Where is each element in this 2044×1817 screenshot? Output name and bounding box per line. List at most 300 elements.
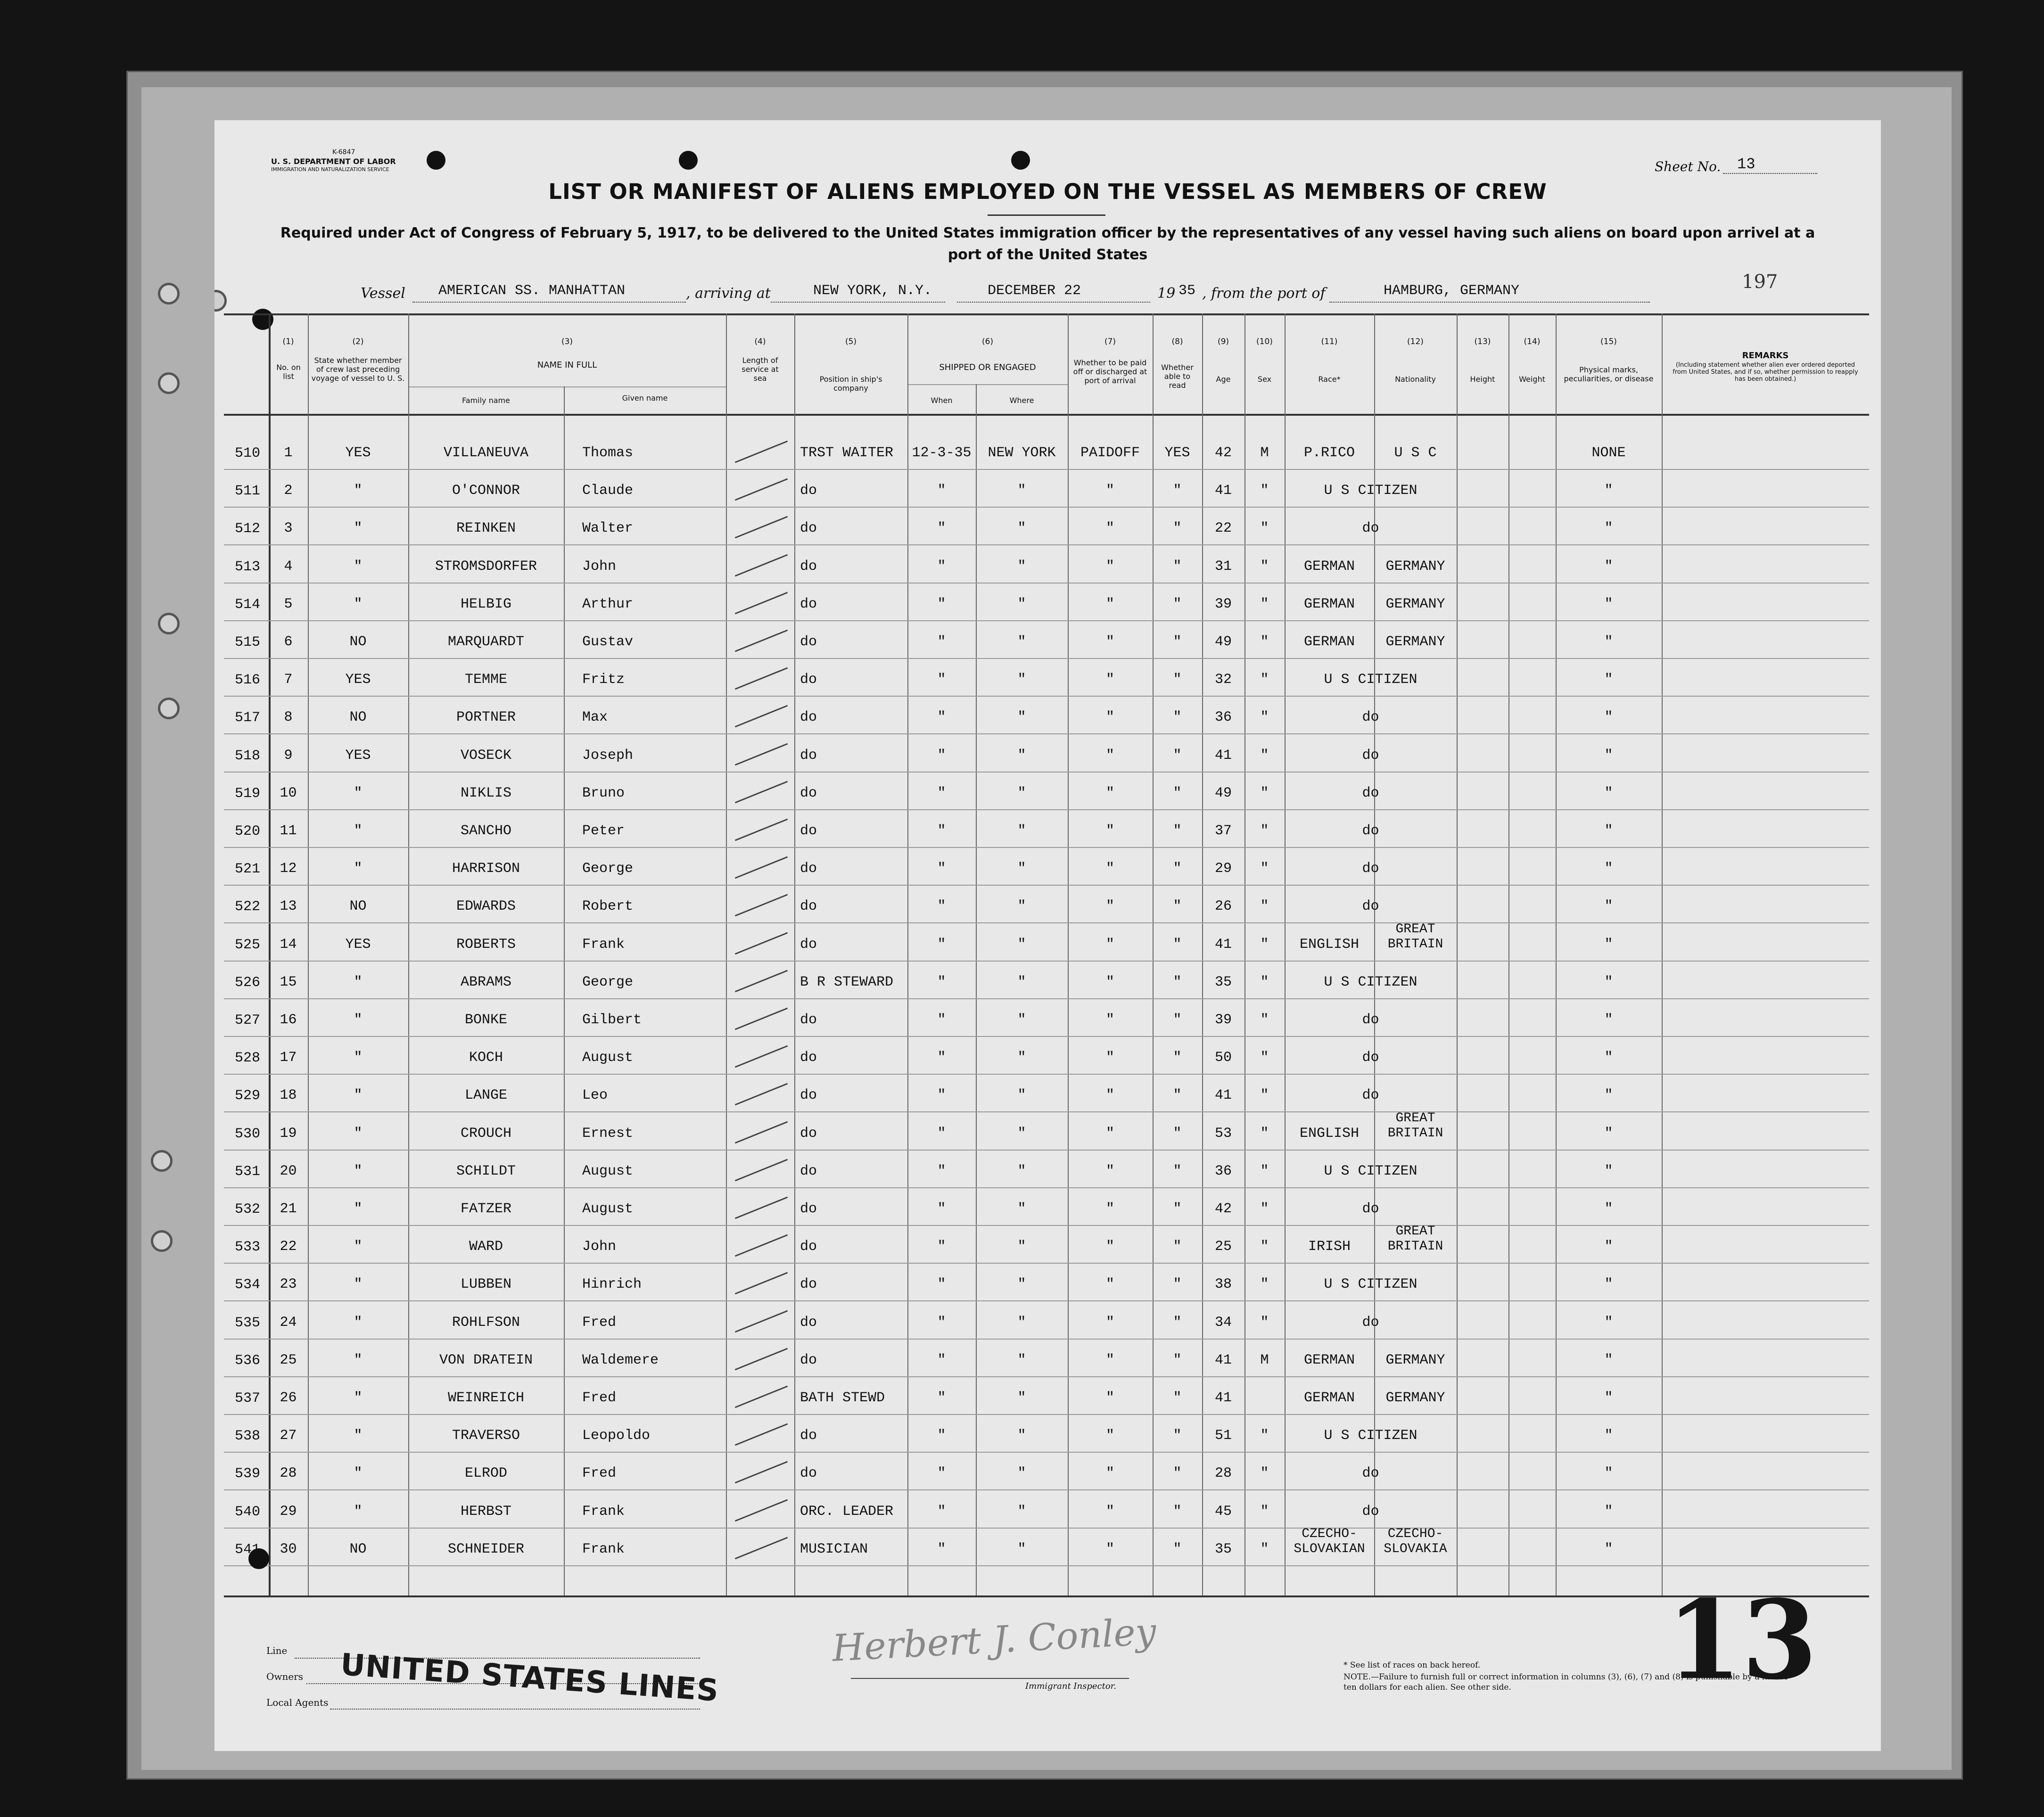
cell-position: do [800, 1352, 817, 1368]
cell-nat: GREAT BRITAIN [1387, 921, 1443, 952]
cell-paid: " [1105, 936, 1114, 953]
cell-where: " [1017, 634, 1026, 650]
service-slash-mark [735, 970, 788, 992]
cell-where: " [1017, 747, 1026, 764]
sheet-number: 13 [1737, 156, 1756, 173]
header-height: Height [1470, 375, 1495, 384]
cell-race-nationality: do [1362, 1465, 1379, 1482]
cell-race-nationality: do [1362, 898, 1379, 915]
row-serial-number: 538 [235, 1428, 261, 1445]
service-slash-mark [735, 1461, 788, 1484]
cell-age: 34 [1214, 1314, 1232, 1331]
cell-race-nationality: do [1362, 1503, 1379, 1520]
col-number: (1) [282, 337, 294, 346]
cell-age: 45 [1214, 1503, 1232, 1520]
cell-position: do [800, 1314, 817, 1331]
cell-paid: " [1105, 1428, 1114, 1444]
cell-race-nationality: do [1362, 747, 1379, 764]
cell-sex: " [1260, 1314, 1269, 1331]
cell-read: " [1173, 1163, 1182, 1179]
cell-sex: " [1260, 672, 1269, 688]
row-serial-number: 528 [235, 1050, 261, 1067]
cell-read: " [1173, 1352, 1182, 1368]
cell-where: " [1017, 1012, 1026, 1028]
cell-race-nationality: do [1362, 1050, 1379, 1066]
row-rule [224, 544, 1869, 545]
cell-age: 41 [1214, 1352, 1232, 1368]
cell-no: 3 [284, 520, 293, 537]
row-rule [224, 733, 1869, 734]
cell-given: Leopoldo [582, 1428, 651, 1444]
cell-sex: " [1260, 785, 1269, 801]
cell-age: 41 [1214, 936, 1232, 953]
cell-when: " [937, 1050, 946, 1066]
cell-prev: " [354, 1163, 363, 1179]
cell-position: do [800, 520, 817, 537]
big-sheet-number: 13 [1666, 1577, 1818, 1704]
cell-race-nationality: do [1362, 1314, 1379, 1331]
cell-paid: " [1105, 861, 1114, 877]
row-rule [224, 658, 1869, 659]
cell-nat: U S C [1394, 445, 1437, 461]
cell-where: " [1017, 1087, 1026, 1104]
cell-nat: GREAT BRITAIN [1387, 1110, 1443, 1141]
cell-when: " [937, 1276, 946, 1293]
cell-nat: GERMANY [1385, 558, 1445, 575]
header-no-on-list: No. on list [276, 363, 301, 381]
cell-race-nationality: do [1362, 785, 1379, 801]
service-slash-mark [735, 932, 788, 954]
cell-no: 25 [280, 1352, 297, 1368]
row-serial-number: 529 [235, 1088, 261, 1104]
col-rule [794, 313, 795, 1595]
department-name: U. S. DEPARTMENT OF LABOR [271, 157, 396, 166]
cell-read: " [1173, 1201, 1182, 1217]
col-number: (9) [1217, 337, 1229, 346]
header-name-in-full: NAME IN FULL [537, 360, 597, 370]
inspector-label: Immigrant Inspector. [1025, 1681, 1117, 1691]
cell-sex: " [1260, 1503, 1269, 1520]
row-serial-number: 537 [235, 1390, 261, 1406]
col-rule [1508, 313, 1509, 1595]
port-fill-line [1329, 302, 1650, 303]
cell-family: VON DRATEIN [439, 1352, 533, 1368]
stamp-united-states-lines: UNITED STATES LINES [339, 1647, 720, 1709]
cell-read: " [1173, 1314, 1182, 1331]
header-shipped-engaged: SHIPPED OR ENGAGED [939, 362, 1036, 372]
cell-age: 36 [1214, 1163, 1232, 1179]
cell-physical: " [1604, 747, 1613, 764]
cell-no: 10 [280, 785, 297, 801]
cell-race-nationality: do [1362, 709, 1379, 726]
cell-when: " [937, 1012, 946, 1028]
header-position: Position in ship's company [819, 375, 882, 393]
cell-race: ENGLISH [1299, 1125, 1360, 1142]
cell-family: PORTNER [456, 709, 516, 726]
header-weight: Weight [1519, 375, 1545, 384]
cell-physical: " [1604, 1125, 1613, 1142]
cell-where: " [1017, 1352, 1026, 1368]
cell-race-nationality: U S CITIZEN [1324, 1163, 1418, 1179]
punch-hole [158, 283, 180, 304]
cell-given: Fritz [582, 672, 625, 688]
cell-given: Max [582, 709, 608, 726]
cell-position: do [800, 709, 817, 726]
service-slash-mark [735, 554, 788, 576]
cell-read: " [1173, 1428, 1182, 1444]
cell-race-nationality: U S CITIZEN [1324, 672, 1418, 688]
cell-family: SCHILDT [456, 1163, 516, 1179]
cell-paid: " [1105, 483, 1114, 499]
service-slash-mark [735, 1423, 788, 1446]
form-number: K-6847 [332, 148, 355, 156]
cell-where: " [1017, 483, 1026, 499]
cell-physical: " [1604, 1163, 1613, 1179]
cell-paid: " [1105, 709, 1114, 726]
cell-no: 13 [280, 898, 297, 915]
row-serial-number: 511 [235, 483, 261, 500]
cell-family: NIKLIS [460, 785, 512, 801]
cell-read: " [1173, 1390, 1182, 1406]
cell-prev: " [354, 974, 363, 990]
cell-race: IRISH [1308, 1239, 1351, 1255]
date-fill-line [957, 302, 1150, 303]
cell-position: do [800, 596, 817, 612]
cell-where: " [1017, 596, 1026, 612]
cell-given: Fred [582, 1465, 617, 1482]
cell-physical: " [1604, 1012, 1613, 1028]
cell-prev: " [354, 596, 363, 612]
service-slash-mark [735, 1499, 788, 1521]
row-serial-number: 520 [235, 823, 261, 839]
col-number: (14) [1524, 337, 1541, 346]
cell-paid: " [1105, 1276, 1114, 1293]
cell-read: " [1173, 898, 1182, 915]
cell-no: 20 [280, 1163, 297, 1179]
header-length-service: Length of service at sea [742, 356, 779, 383]
cell-where: " [1017, 1503, 1026, 1520]
cell-when: " [937, 898, 946, 915]
cell-paid: " [1105, 558, 1114, 575]
cell-nat: CZECHO- SLOVAKIA [1384, 1526, 1447, 1556]
cell-position: do [800, 483, 817, 499]
col-number: (12) [1407, 337, 1424, 346]
cell-given: Hinrich [582, 1276, 642, 1293]
cell-no: 28 [280, 1465, 297, 1482]
cell-family: MARQUARDT [447, 634, 525, 650]
cell-age: 26 [1214, 898, 1232, 915]
cell-no: 18 [280, 1087, 297, 1104]
cell-prev: " [354, 1465, 363, 1482]
cell-where: " [1017, 1276, 1026, 1293]
cell-where: " [1017, 1390, 1026, 1406]
cell-physical: " [1604, 672, 1613, 688]
cell-no: 15 [280, 974, 297, 990]
header-remarks: REMARKS [1742, 351, 1789, 361]
cell-prev: " [354, 1239, 363, 1255]
cell-where: " [1017, 785, 1026, 801]
service-slash-mark [735, 819, 788, 841]
header-family-name: Family name [462, 396, 510, 405]
cell-when: " [937, 785, 946, 801]
cell-family: SCHNEIDER [447, 1541, 525, 1557]
row-rule [224, 1300, 1869, 1301]
service-slash-mark [735, 1234, 788, 1257]
cell-sex: " [1260, 1201, 1269, 1217]
year-suffix: 35 [1179, 283, 1196, 299]
cell-sex: " [1260, 1087, 1269, 1104]
cell-physical: " [1604, 1050, 1613, 1066]
header-when: When [931, 396, 953, 405]
cell-given: Frank [582, 1541, 625, 1557]
cell-paid: " [1105, 1125, 1114, 1142]
cell-paid: " [1105, 1314, 1114, 1331]
sheet-label: Sheet No. [1655, 159, 1721, 174]
cell-physical: " [1604, 1541, 1613, 1557]
cell-when: " [937, 1125, 946, 1142]
service-name: IMMIGRATION AND NATURALIZATION SERVICE [271, 166, 389, 173]
cell-family: ROBERTS [456, 936, 516, 953]
cell-physical: " [1604, 520, 1613, 537]
cell-position: do [800, 936, 817, 953]
cell-family: KOCH [469, 1050, 503, 1066]
cell-paid: " [1105, 634, 1114, 650]
cell-read: " [1173, 596, 1182, 612]
cell-prev: " [354, 558, 363, 575]
penalty-note: NOTE.—Failure to furnish full or correct information in columns (3), (6), (7) and (8) is punishable by a fine of ten dollars for each alien. See other side. [1343, 1672, 1788, 1692]
header-age: Age [1216, 375, 1231, 384]
vessel-fill-line [412, 302, 686, 303]
cell-given: Robert [582, 898, 634, 915]
cell-given: Leo [582, 1087, 608, 1104]
row-rule [224, 620, 1869, 621]
cell-family: BONKE [464, 1012, 507, 1028]
cell-age: 25 [1214, 1239, 1232, 1255]
cell-prev: NO [349, 709, 367, 726]
vessel-label: Vessel [361, 285, 405, 302]
service-slash-mark [735, 1310, 788, 1332]
cell-read: " [1173, 634, 1182, 650]
cell-position: do [800, 1239, 817, 1255]
cell-no: 5 [284, 596, 293, 612]
service-slash-mark [735, 1045, 788, 1068]
cell-position: do [800, 1201, 817, 1217]
cell-no: 26 [280, 1390, 297, 1406]
cell-where: " [1017, 1465, 1026, 1482]
cell-read: " [1173, 936, 1182, 953]
cell-paid: " [1105, 898, 1114, 915]
cell-race-nationality: do [1362, 1012, 1379, 1028]
col-number: (11) [1321, 337, 1338, 346]
cell-position: do [800, 1050, 817, 1066]
cell-race: P.RICO [1303, 445, 1355, 461]
cell-where: " [1017, 1314, 1026, 1331]
cell-sex: " [1260, 1012, 1269, 1028]
cell-when: " [937, 483, 946, 499]
cell-prev: " [354, 1050, 363, 1066]
cell-nat: GERMANY [1385, 1390, 1445, 1406]
cell-family: VILLANEUVA [443, 445, 529, 461]
row-rule [224, 885, 1869, 886]
service-slash-mark [735, 1272, 788, 1295]
cell-when: " [937, 747, 946, 764]
cell-race: GERMAN [1303, 1352, 1355, 1368]
service-slash-mark [735, 1348, 788, 1370]
cell-physical: NONE [1591, 445, 1626, 461]
cell-where: " [1017, 1050, 1026, 1066]
pin-mark [1011, 151, 1030, 170]
cell-when: " [937, 936, 946, 953]
cell-position: do [800, 1087, 817, 1104]
name-group-rule [408, 386, 726, 387]
row-rule [224, 507, 1869, 508]
cell-read: " [1173, 1541, 1182, 1557]
cell-when: 12-3-35 [912, 445, 972, 461]
cell-no: 14 [280, 936, 297, 953]
cell-family: LUBBEN [460, 1276, 512, 1293]
cell-given: Walter [582, 520, 634, 537]
cell-read: " [1173, 1087, 1182, 1104]
year-prefix: 19 [1157, 285, 1176, 302]
cell-physical: " [1604, 823, 1613, 839]
cell-when: " [937, 1239, 946, 1255]
cell-where: " [1017, 1541, 1026, 1557]
row-rule [224, 1565, 1869, 1566]
cell-where: " [1017, 936, 1026, 953]
table-bottom-rule [224, 1595, 1869, 1597]
row-serial-number: 521 [235, 861, 261, 878]
cell-sex: " [1260, 747, 1269, 764]
row-serial-number: 527 [235, 1012, 261, 1028]
row-rule [224, 1452, 1869, 1453]
cell-age: 49 [1214, 785, 1232, 801]
cell-race-nationality: U S CITIZEN [1324, 1428, 1418, 1444]
cell-no: 6 [284, 634, 293, 650]
row-rule [224, 1036, 1869, 1037]
cell-where: NEW YORK [988, 445, 1056, 461]
cell-sex: " [1260, 596, 1269, 612]
row-serial-number: 517 [235, 710, 261, 726]
cell-paid: " [1105, 1087, 1114, 1104]
pin-mark [427, 151, 445, 170]
cell-paid: " [1105, 1503, 1114, 1520]
cell-no: 4 [284, 558, 293, 575]
cell-prev: NO [349, 898, 367, 915]
cell-nat: GREAT BRITAIN [1387, 1224, 1443, 1254]
cell-when: " [937, 596, 946, 612]
cell-when: " [937, 1314, 946, 1331]
header-physical: Physical marks, peculiarities, or disease [1564, 365, 1654, 383]
cell-where: " [1017, 823, 1026, 839]
cell-age: 35 [1214, 974, 1232, 990]
row-serial-number: 532 [235, 1201, 261, 1217]
service-slash-mark [735, 894, 788, 917]
cell-position: do [800, 785, 817, 801]
cell-paid: " [1105, 1201, 1114, 1217]
arrival-fill-line [771, 302, 945, 303]
col-number: (4) [754, 337, 766, 346]
port-label: , from the port of [1202, 285, 1326, 302]
cell-race-nationality: do [1362, 1087, 1379, 1104]
row-rule [224, 809, 1869, 810]
cell-read: " [1173, 672, 1182, 688]
cell-position: do [800, 1465, 817, 1482]
cell-prev: " [354, 1428, 363, 1444]
cell-prev: " [354, 1125, 363, 1142]
cell-physical: " [1604, 634, 1613, 650]
cell-race-nationality: do [1362, 520, 1379, 537]
cell-age: 22 [1214, 520, 1232, 537]
cell-age: 38 [1214, 1276, 1232, 1293]
cell-no: 11 [280, 823, 297, 839]
cell-sex: " [1260, 558, 1269, 575]
cell-physical: " [1604, 1390, 1613, 1406]
cell-given: Ernest [582, 1125, 634, 1142]
cell-read: " [1173, 1503, 1182, 1520]
col-number: (3) [561, 337, 573, 346]
arriving-label: , arriving at [686, 285, 771, 302]
cell-family: HELBIG [460, 596, 512, 612]
cell-prev: " [354, 1276, 363, 1293]
cell-sex: " [1260, 1163, 1269, 1179]
cell-where: " [1017, 672, 1026, 688]
cell-position: do [800, 1012, 817, 1028]
row-serial-number: 519 [235, 785, 261, 802]
row-serial-number: 534 [235, 1277, 261, 1293]
header-sex: Sex [1257, 375, 1272, 384]
arrival-port: NEW YORK, N.Y. [813, 283, 932, 299]
cell-when: " [937, 520, 946, 537]
agents-label: Local Agents [266, 1697, 329, 1708]
cell-prev: " [354, 785, 363, 801]
cell-age: 36 [1214, 709, 1232, 726]
service-slash-mark [735, 1197, 788, 1219]
shipped-group-rule [907, 384, 1068, 385]
cell-family: CROUCH [460, 1125, 512, 1142]
row-serial-number: 540 [235, 1504, 261, 1520]
cell-race: ENGLISH [1299, 936, 1360, 953]
col-rule [1662, 313, 1663, 1595]
cell-family: VOSECK [460, 747, 512, 764]
cell-when: " [937, 861, 946, 877]
cell-family: ABRAMS [460, 974, 512, 990]
row-rule [224, 922, 1869, 923]
cell-family: WARD [469, 1239, 503, 1255]
row-serial-number: 513 [235, 559, 261, 575]
cell-race-nationality: do [1362, 1201, 1379, 1217]
row-rule [224, 1339, 1869, 1340]
cell-age: 37 [1214, 823, 1232, 839]
cell-where: " [1017, 709, 1026, 726]
cell-read: " [1173, 483, 1182, 499]
row-rule [224, 1489, 1869, 1490]
row-serial-number: 533 [235, 1239, 261, 1256]
header-nationality: Nationality [1395, 375, 1436, 384]
cell-no: 1 [284, 445, 293, 461]
cell-physical: " [1604, 1503, 1613, 1520]
cell-paid: " [1105, 785, 1114, 801]
cell-no: 21 [280, 1201, 297, 1217]
cell-when: " [937, 1465, 946, 1482]
cell-sex: " [1260, 861, 1269, 877]
cell-sex: " [1260, 520, 1269, 537]
service-slash-mark [735, 1121, 788, 1143]
cell-when: " [937, 1390, 946, 1406]
cell-physical: " [1604, 1465, 1613, 1482]
col-rule [1457, 313, 1458, 1595]
cell-paid: " [1105, 1390, 1114, 1406]
cell-age: 29 [1214, 861, 1232, 877]
